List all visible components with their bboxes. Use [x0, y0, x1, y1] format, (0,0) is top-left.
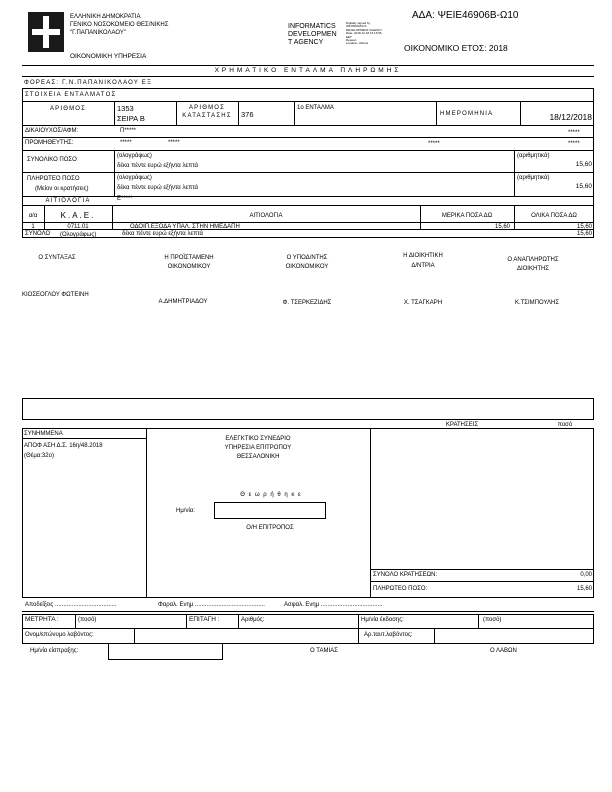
promitheftis-value-4: *****	[568, 141, 580, 147]
metrita-value[interactable]: (ποσό)	[78, 617, 97, 623]
epitropos-title: Ο/Η ΕΠΙΤΡΟΠΟΣ	[246, 525, 294, 531]
name-dimitriadou: Α.ΔΗΜΗΤΡΙΑΔΟΥ	[158, 299, 208, 305]
epitagi-label: ΕΠΙΤΑΓΗ :	[189, 616, 220, 623]
role-ypodntis-2: ΟΙΚΟΝΟΜΙΚΟΥ	[285, 264, 329, 270]
role-dioikitiki-1: Η ΔΙΟΙΚΗΤΙΚΗ	[403, 253, 443, 259]
epitagi-number-label[interactable]: Αριθμός:	[241, 617, 265, 623]
total-words: δέκα πέντε ευρώ εξήντα λεπτά	[122, 231, 204, 237]
pliroteo-words-label: (ολογράφως)	[117, 175, 152, 181]
digital-signature-text: Digitally signed by INFORMATICS DEVELOPMENT AGENCY Date: 2018.12.18 13:16:56 EET Reason: Location: Athens	[346, 21, 382, 46]
aitiologia-value: Ε*****	[117, 196, 133, 202]
role-anaplirotis-1: Ο ΑΝΑΠΛΗΡΩΤΗΣ	[507, 257, 559, 263]
pliroteo-numeric-label: (αριθμητικά)	[517, 175, 550, 181]
theorithike: Θ ε ω ρ ή θ η κ ε	[240, 492, 302, 498]
aitiologia-label: ΑΙΤΙΟΛΟΓΙΑ	[45, 198, 91, 204]
audit-line-2: ΥΠΗΡΕΣΙΑ ΕΠΙΤΡΟΠΟΥ	[224, 445, 292, 451]
pliroteo-sub: (Μείον οι κρατήσεις)	[35, 186, 89, 192]
audit-line-1: ΕΛΕΓΚΤΙΚΟ ΣΥΝΕΔΡΙΟ	[225, 436, 291, 442]
ekdosi-value[interactable]: (ποσό)	[483, 617, 502, 623]
arithmos-label: ΑΡΙΘΜΟΣ	[49, 106, 87, 112]
row-aitiologia: ΟΔΟΙΠ.ΕΞΟΔΑ ΥΠΑΛ. ΣΤΗΝ ΗΜΕΔΑΠΗ	[130, 224, 240, 230]
pliroteo-label: ΠΛΗΡΩΤΕΟ ΠΟΣΟ	[27, 176, 80, 182]
document-title: ΧΡΗΜΑΤΙΚΟ ΕΝΤΑΛΜΑ ΠΛΗΡΩΜΗΣ	[214, 67, 402, 74]
dikaiouxos-value: Π*****	[120, 128, 137, 134]
total-value: 15,60	[576, 231, 592, 237]
eispraxi-date-field[interactable]	[108, 643, 223, 660]
synoliko-words-label: (ολογράφως)	[117, 153, 152, 159]
section-title: ΣΤΟΙΧΕΙΑ ΕΝΤΑΛΜΑΤΟΣ	[25, 92, 117, 98]
total-words-label: (Ολογράφως)	[60, 232, 97, 238]
onoma-label: Ονομ/επώνυμο λαβόντος:	[25, 632, 94, 638]
title-bottom-rule	[22, 76, 594, 77]
katastasi-label-2: ΚΑΤΑΣΤΑΣΗΣ	[182, 113, 232, 119]
org-line-1: ΕΛΛΗΝΙΚΗ ΔΗΜΟΚΡΑΤΙΑ	[70, 14, 141, 20]
col-merika: ΜΕΡΙΚΑ ΠΟΣΑ ΔΩ	[441, 213, 493, 219]
promitheftis-value-1: *****	[120, 140, 132, 146]
role-dioikitiki-2: Δ/ΝΤΡΙΑ	[411, 263, 435, 269]
notes-box	[22, 398, 594, 420]
col-aa: α/α	[28, 213, 38, 219]
title-top-rule	[22, 65, 594, 66]
audit-line-3: ΘΕΣΣΑΛΟΝΙΚΗ	[236, 454, 280, 460]
epitropos-date-label: Ημ/νία:	[176, 508, 195, 514]
agency-line-2: DEVELOPMEN	[288, 31, 337, 38]
ida-code: ΑΔΑ: ΨΕΙΕ46906Β-Ω10	[412, 10, 519, 21]
seira-value: ΣΕΙΡΑ Β	[117, 114, 145, 123]
asfal-enim: Ασφαλ. Ενημ .....................................	[284, 602, 383, 608]
agency-line-1: INFORMATICS	[288, 23, 336, 30]
synoliko-numeric-label: (αριθμητικά)	[517, 153, 550, 159]
role-anaplirotis-2: ΔΙΟΙΚΗΤΗΣ	[516, 266, 550, 272]
col-aitiologia: ΑΙΤΙΟΛΟΓΙΑ	[249, 213, 283, 219]
faral-enim: Φαραλ. Ενημ ..........................................	[158, 602, 265, 608]
role-ypodntis-1: Ο ΥΠΟΔ/ΝΤΗΣ	[286, 255, 328, 261]
synoliko-label: ΣΥΝΟΛΙΚΟ ΠΟΣΟ	[27, 157, 77, 163]
promitheftis-value-3: *****	[428, 141, 440, 147]
pliroteo-poso-value: 15,60	[576, 586, 592, 592]
col-kae: Κ.Α.Ε.	[60, 211, 96, 220]
pliroteo-value: 15,60	[575, 183, 592, 190]
date-value: 18/12/2018	[549, 112, 592, 122]
name-tserkezidis: Φ. ΤΣΕΡΚΕΖΙΔΗΣ	[282, 300, 332, 306]
org-line-2: ΓΕΝΙΚΟ ΝΟΣΟΚΟΜΕΙΟ ΘΕΣ/ΝΙΚΗΣ	[70, 22, 169, 28]
lavon: Ο ΛΑΒΩΝ	[490, 648, 517, 654]
name-tsagkari: Χ. ΤΣΑΓΚΑΡΗ	[403, 300, 443, 306]
synoliko-words: δέκα πέντε ευρώ εξήντα λεπτά	[117, 163, 199, 169]
foreas: ΦΟΡΕΑΣ: Γ.Ν.ΠΑΠΑΝΙΚΟΛΑΟΥ ΕΞ	[24, 80, 153, 86]
role-syntaxas: Ο ΣΥΝΤΑΞΑΣ	[38, 255, 76, 261]
ekdosi-label: Ημ/νία έκδοσης:	[361, 617, 404, 623]
fiscal-year: ΟΙΚΟΝΟΜΙΚΟ ΕΤΟΣ: 2018	[404, 43, 508, 53]
metrita-label: ΜΕΤΡΗΤΑ :	[25, 616, 59, 623]
greek-cross-logo	[28, 12, 64, 52]
name-tsimpoulis: Κ.ΤΣΙΜΠΟΥΛΗΣ	[514, 300, 560, 306]
promitheftis-value-2: *****	[168, 140, 180, 146]
row-aa: 1	[31, 224, 35, 230]
date-label: ΗΜΕΡΟΜΗΝΙΑ	[440, 111, 494, 117]
poso-label: ποσό	[557, 422, 573, 428]
agency-line-3: T AGENCY	[288, 39, 324, 46]
synimmena-value-2: (Θέμα:32ο)	[24, 453, 54, 459]
arithmos-value: 1353	[117, 104, 134, 113]
role-proistameni-2: ΟΙΚΟΝΟΜΙΚΟΥ	[167, 264, 211, 270]
dikaiouxos-label: ΔΙΚΑΙΟΥΧΟΣ/ΑΦΜ:	[25, 128, 79, 134]
name-kioseoglou: ΚΙΟΣΕΟΓΛΟΥ ΦΩΤΕΙΝΗ	[22, 292, 89, 298]
total-label: ΣΥΝΟΛΟ	[25, 231, 51, 237]
taut-label: Αρ.ταυτ.λαβόντος:	[364, 632, 413, 638]
synimmena-label: ΣΥΝΗΜΜΕΝΑ	[24, 431, 63, 437]
synolo-kratiseon-value: 0,00	[580, 572, 592, 578]
synimmena-value-1: ΑΠΟΦ ΑΣΗ Δ.Σ. 16η/48.2018	[24, 443, 103, 449]
kratiseis-label: ΚΡΑΤΗΣΕΙΣ	[445, 422, 479, 428]
tamias: Ο ΤΑΜΙΑΣ	[310, 648, 338, 654]
role-proistameni-1: Η ΠΡΟΪΣΤΑΜΕΝΗ	[164, 255, 214, 261]
org-line-3: "Γ.ΠΑΠΑΝΙΚΟΛΑΟΥ"	[70, 30, 126, 36]
katastasi-label-1: ΑΡΙΘΜΟΣ	[188, 105, 226, 111]
epitropos-date-field[interactable]	[214, 502, 326, 519]
entalma-label: 1ο ΕΝΤΑΛΜΑ	[297, 105, 334, 111]
payment-method-box	[22, 614, 594, 644]
eispraxi-label: Ημ/νία είσπραξης:	[30, 648, 79, 654]
synoliko-value: 15,60	[575, 161, 592, 168]
service-name: ΟΙΚΟΝΟΜΙΚΗ ΥΠΗΡΕΣΙΑ	[70, 53, 147, 60]
apodeixeis: Αποδείξεις .....................................	[25, 602, 117, 608]
row-merika: 15,60	[494, 224, 510, 230]
pliroteo-poso-label: ΠΛΗΡΩΤΕΟ ΠΟΣΟ:	[373, 586, 428, 592]
pliroteo-words: δέκα πέντε ευρώ εξήντα λεπτά	[117, 185, 199, 191]
row-olika: 15,60	[576, 224, 592, 230]
dikaiouxos-right: *****	[568, 130, 580, 136]
katastasi-value: 376	[241, 110, 254, 119]
col-olika: ΟΛΙΚΑ ΠΟΣΑ ΔΩ	[531, 213, 577, 219]
row-kae: 0711.01	[67, 224, 89, 230]
synolo-kratiseon-label: ΣΥΝΟΛΟ ΚΡΑΤΗΣΕΩΝ:	[373, 572, 438, 578]
promitheftis-label: ΠΡΟΜΗΘΕΥΤΗΣ:	[25, 140, 74, 146]
